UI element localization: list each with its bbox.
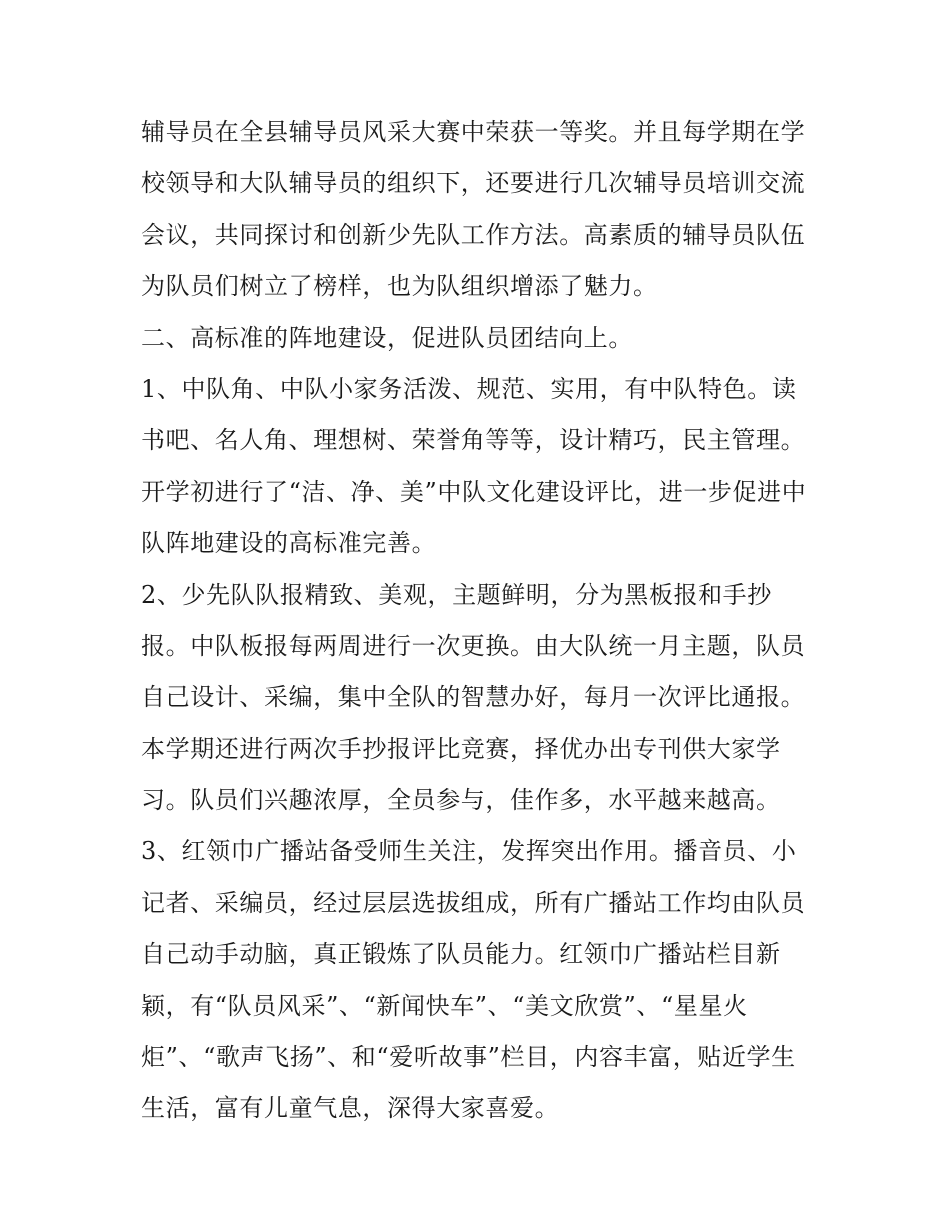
text-line: 1、中队角、中队小家务活泼、规范、实用，有中队特色。读: [141, 374, 797, 403]
text-line: 为队员们树立了榜样，也为队组织增添了魅力。: [141, 272, 658, 301]
text-line: 队阵地建设的高标准完善。: [141, 529, 437, 558]
text-line: 会议，共同探讨和创新少先队工作方法。高素质的辅导员队伍: [141, 220, 806, 249]
text-line: 校领导和大队辅导员的组织下，还要进行几次辅导员培训交流: [141, 169, 806, 198]
text-line: 书吧、名人角、理想树、荣誉角等等，设计精巧，民主管理。: [141, 426, 806, 455]
text-line: 3、红领巾广播站备受师生关注，发挥突出作用。播音员、小: [141, 837, 797, 866]
text-line: 记者、采编员，经过层层选拔组成，所有广播站工作均由队员: [141, 888, 806, 917]
text-line: 颖，有“队员风采”、“新闻快车”、“美文欣赏”、“星星火: [141, 991, 748, 1020]
text-line: 炬”、“歌声飞扬”、和“爱听故事”栏目，内容丰富，贴近学生: [141, 1043, 796, 1072]
text-line: 习。队员们兴趣浓厚，全员参与，佳作多，水平越来越高。: [141, 786, 781, 815]
text-line: 生活，富有儿童气息，深得大家喜爱。: [141, 1094, 560, 1123]
text-line: 报。中队板报每两周进行一次更换。由大队统一月主题，队员: [141, 631, 806, 660]
section-heading: 二、高标准的阵地建设，促进队员团结向上。: [141, 323, 633, 352]
text-line: 本学期还进行两次手抄报评比竞赛，择优办出专刊供大家学: [141, 734, 781, 763]
text-line: 自己动手动脑，真正锻炼了队员能力。红领巾广播站栏目新: [141, 940, 781, 969]
text-line: 2、少先队队报精致、美观，主题鲜明，分为黑板报和手抄: [141, 580, 772, 609]
text-line: 开学初进行了“洁、净、美”中队文化建设评比，进一步促进中: [141, 477, 807, 506]
text-line: 自己设计、采编，集中全队的智慧办好，每月一次评比通报。: [141, 683, 806, 712]
document-body: [141, 107, 821, 1135]
text-line: 辅导员在全县辅导员风采大赛中荣获一等奖。并且每学期在学: [141, 118, 806, 146]
